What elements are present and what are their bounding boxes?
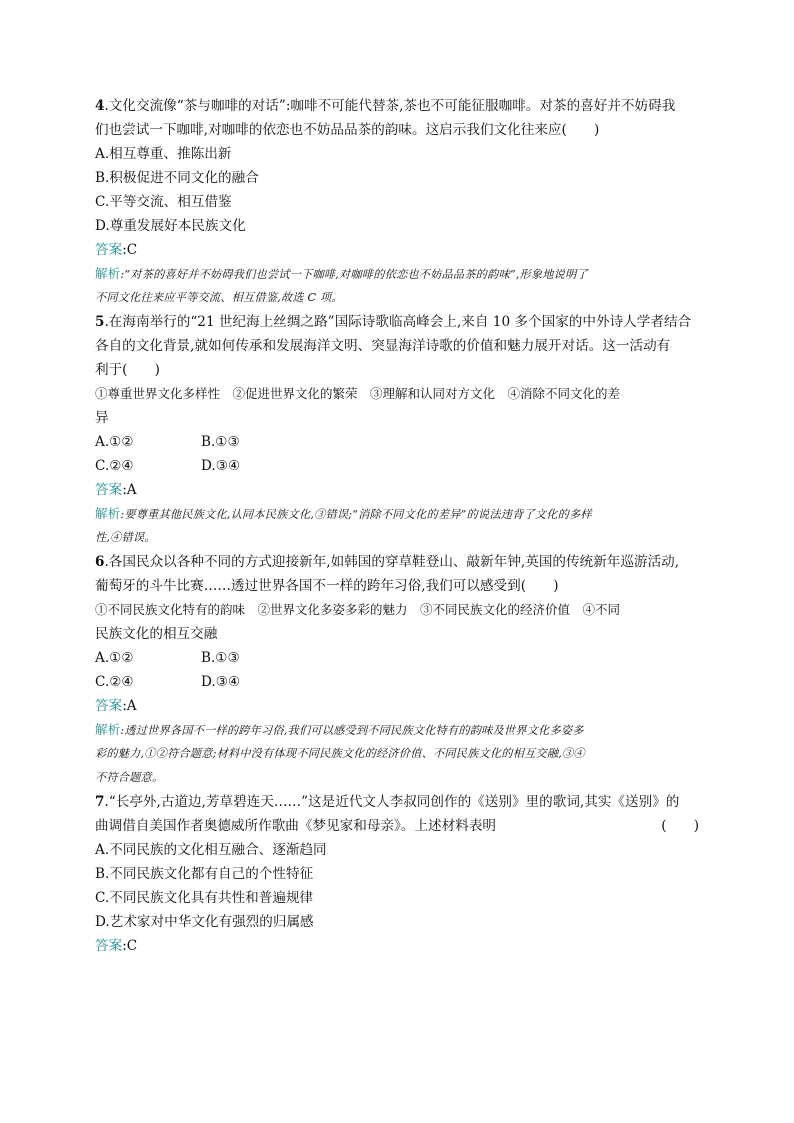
q6-explanation-line-1: 解析:透过世界各国不一样的跨年习俗,我们可以感受到不同民族文化特有的韵味及世界文化多姿多 <box>95 722 584 737</box>
q5-items-line-2: 异 <box>95 410 109 426</box>
q5-stem-line-1: 5.在海南举行的“21 世纪海上丝绸之路”国际诗歌临高峰会上,来自 10 多个国家的中外诗人学者结合 <box>95 314 692 330</box>
q6-items-line-2: 民族文化的相互交融 <box>95 626 218 642</box>
q5-answer: 答案:A <box>95 482 137 498</box>
q7-stem-line-1: 7.“长亭外,古道边,芳草碧连天……”这是近代文人李叔同创作的《送别》里的歌词,其实《送别》的 <box>95 794 680 810</box>
q7-option-a: A.不同民族的文化相互融合、逐渐趋同 <box>95 842 327 858</box>
q4-stem-line-2: 们也尝试一下咖啡,对咖啡的依恋也不妨品品茶的韵味。这启示我们文化往来应( ) <box>95 122 600 138</box>
q5-option-b: B.①③ <box>201 434 240 450</box>
q5-options-row-1 <box>95 432 395 452</box>
q4-option-b: B.积极促进不同文化的融合 <box>95 170 259 186</box>
q6-stem-line-1: 6.各国民众以各种不同的方式迎接新年,如韩国的穿草鞋登山、敲新年钟,英国的传统新年巡游活动, <box>95 554 680 570</box>
q6-option-c: C.②④ <box>95 674 134 690</box>
q5-option-c: C.②④ <box>95 458 134 474</box>
q5-option-d: D.③④ <box>201 458 241 474</box>
q4-explanation-line-2: 不同文化往来应平等交流、相互借鉴,故选 C 项。 <box>95 291 343 304</box>
q4-explanation-line-1: 解析:“对茶的喜好并不妨碍我们也尝试一下咖啡,对咖啡的依恋也不妨品品茶的韵味”,形象地说明了 <box>95 266 588 281</box>
q5-options-row-2 <box>95 456 395 476</box>
q7-option-c: C.不同民族文化具有共性和普遍规律 <box>95 890 314 906</box>
q6-stem-line-2: 葡萄牙的斗牛比赛……透过世界各国不一样的跨年习俗,我们可以感受到( ) <box>95 578 559 594</box>
q6-option-a: A.①② <box>95 650 134 666</box>
q5-explanation-line-2: 性,④错误。 <box>95 531 156 544</box>
q5-option-a: A.①② <box>95 434 134 450</box>
q7-answer-paren: ( ) <box>661 818 699 834</box>
q7-stem-line-2: 曲调借自美国作者奥德威所作歌曲《梦见家和母亲》。上述材料表明 ( ) <box>95 818 699 834</box>
q6-number: 6 <box>95 554 105 570</box>
q6-explanation-line-2: 彩的魅力,①②符合题意;材料中没有体现不同民族文化的经济价值、不同民族文化的相互交融,③④ <box>95 747 585 760</box>
q5-stem-line-3: 利于( ) <box>95 362 160 378</box>
q4-stem-line-1: 4.文化交流像“茶与咖啡的对话”:咖啡不可能代替茶,茶也不可能征服咖啡。对茶的喜好并不妨碍我 <box>95 98 676 114</box>
q4-option-d: D.尊重发展好本民族文化 <box>95 218 246 234</box>
q6-options-row-2 <box>95 672 395 692</box>
q7-number: 7 <box>95 794 105 810</box>
q5-items-line-1: ①尊重世界文化多样性 ②促进世界文化的繁荣 ③理解和认同对方文化 ④消除不同文化的差 <box>95 386 621 401</box>
q7-option-b: B.不同民族文化都有自己的个性特征 <box>95 866 314 882</box>
q6-option-b: B.①③ <box>201 650 240 666</box>
q4-number: 4 <box>95 98 105 114</box>
q6-items-line-1: ①不同民族文化特有的韵味 ②世界文化多姿多彩的魅力 ③不同民族文化的经济价值 ④不同 <box>95 602 621 617</box>
q6-options-row-1 <box>95 648 395 668</box>
q4-option-c: C.平等交流、相互借鉴 <box>95 194 232 210</box>
q4-option-a: A.相互尊重、推陈出新 <box>95 146 232 162</box>
q4-answer: 答案:C <box>95 242 138 258</box>
q5-stem-line-2: 各自的文化背景,就如何传承和发展海洋文明、突显海洋诗歌的价值和魅力展开对话。这一活动有 <box>95 338 671 354</box>
q6-option-d: D.③④ <box>201 674 241 690</box>
q5-explanation-line-1: 解析:要尊重其他民族文化,认同本民族文化,③错误;“消除不同文化的差异”的说法违背了文化的多样 <box>95 506 592 521</box>
q6-explanation-line-3: 不符合题意。 <box>95 771 164 784</box>
q7-option-d: D.艺术家对中华文化有强烈的归属感 <box>95 914 314 930</box>
q5-number: 5 <box>95 314 105 330</box>
q7-answer: 答案:C <box>95 938 138 954</box>
q6-answer: 答案:A <box>95 698 137 714</box>
